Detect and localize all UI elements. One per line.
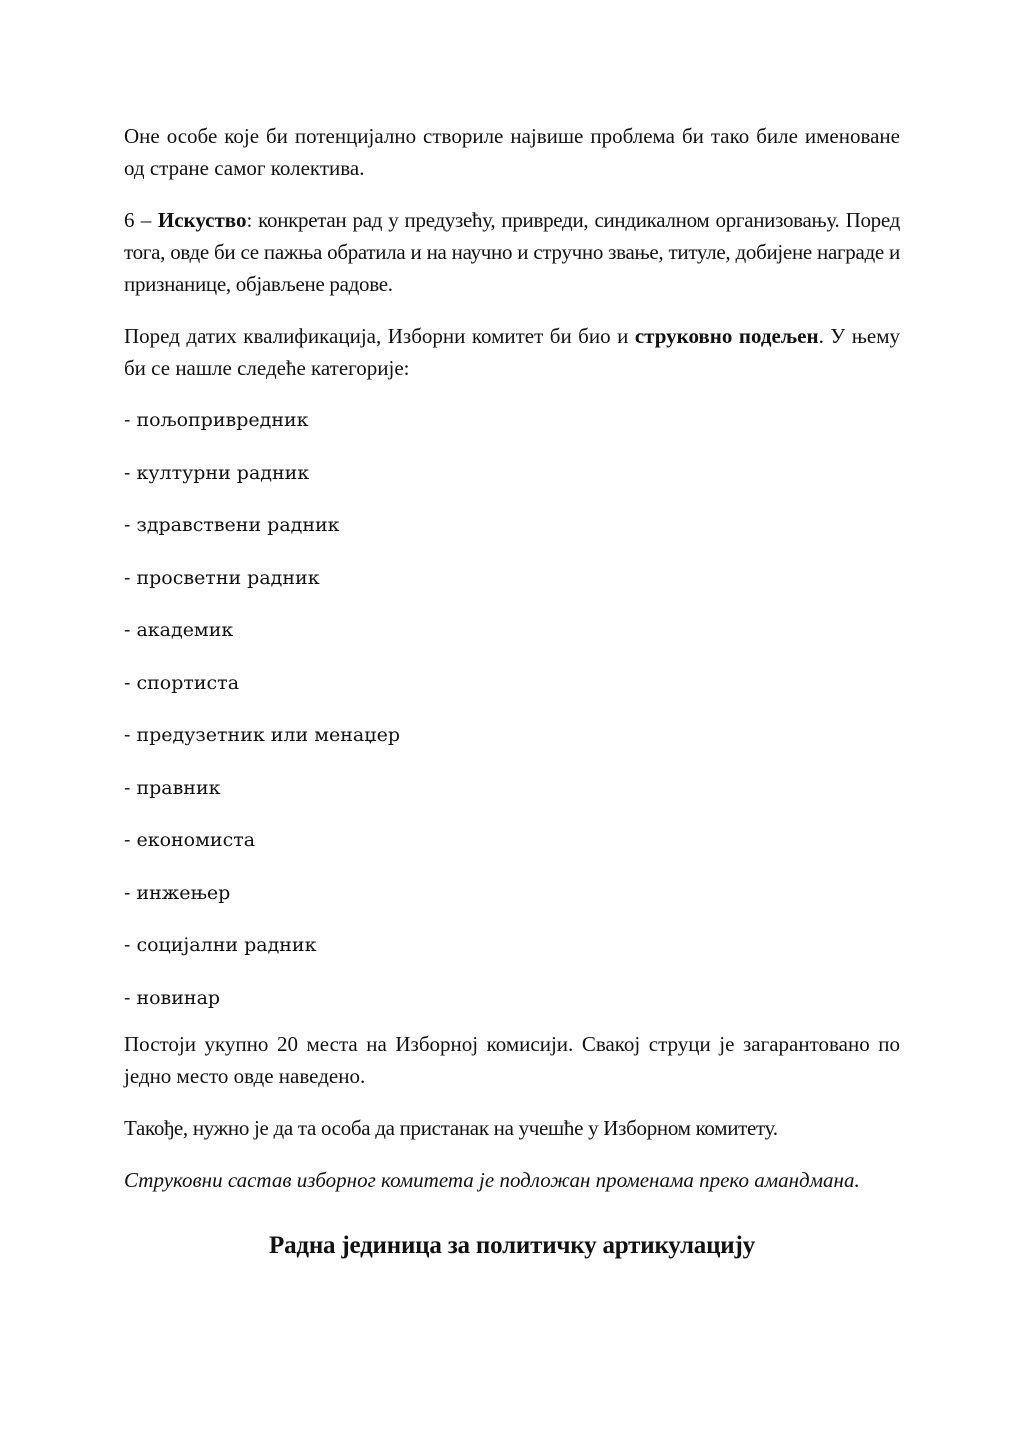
list-item: - предузетник или менаџер (124, 724, 401, 746)
document-page (124, 120, 900, 1262)
item-number: 6 – (124, 208, 158, 232)
paragraph-problem-persons (124, 120, 900, 184)
paragraph-text: Такође, нужно је да та особа да пристанак на учешће у Изборном комитету. (124, 1116, 778, 1140)
list-item: - здравствени радник (124, 514, 340, 536)
paragraph-text: Поред датих квалификација, Изборни комитет би био и (124, 324, 635, 348)
professionally-divided-term: струковно подељен (634, 324, 819, 348)
list-item: - правник (124, 776, 221, 799)
experience-description: : конкретан рад у предузећу, привреди, синдикалном организовању. Поред тога, овде би се пажња обратила и на научно и стручно звање, титуле, добијене награде и признанице, објављене радове. (124, 208, 900, 296)
paragraph-text: Струковни састав изборног комитета је подложан променама преко амандмана. (124, 1168, 860, 1192)
list-item: - спортиста (124, 671, 240, 694)
list-item: - пољопривредник (124, 409, 309, 431)
list-item: - просветни радник (124, 566, 320, 589)
paragraph-text: Постоји укупно 20 места на Изборној комисији. Свакој струци је загарантовано по једно место овде наведено. (124, 1032, 900, 1088)
list-item: - инжењер (124, 881, 231, 904)
list-item: - културни радник (124, 461, 310, 484)
list-item: - новинар (124, 986, 221, 1009)
list-item: - економиста (124, 829, 256, 851)
paragraph-amendment-note (124, 1164, 900, 1196)
section-heading: Радна јединица за политичку артикулацију (269, 1232, 755, 1259)
list-item: - социјални радник (124, 934, 317, 956)
experience-term: Искуство (157, 208, 247, 232)
paragraph-text: . У њему би се нашле следеће категорије: (124, 324, 900, 380)
list-item: - академик (124, 619, 234, 641)
paragraph-qualifications (124, 320, 900, 384)
paragraph-seats (124, 1028, 900, 1092)
paragraph-text: Оне особе које би потенцијално створиле највише проблема би тако биле именоване од стране самог колектива. (124, 124, 900, 180)
paragraph-experience (124, 204, 900, 300)
category-list (124, 404, 900, 1034)
paragraph-consent (124, 1112, 900, 1144)
